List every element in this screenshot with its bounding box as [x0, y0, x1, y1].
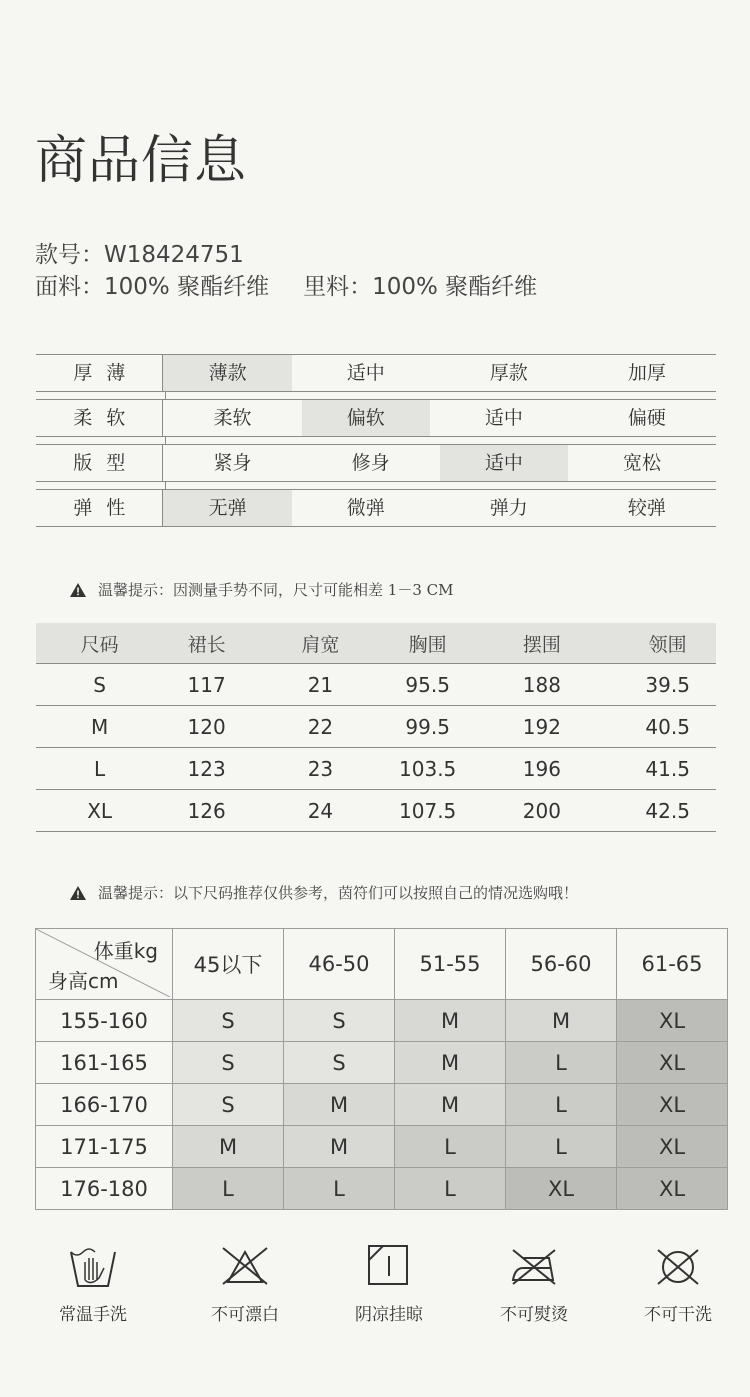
tip-text: 温馨提示：以下尺码推荐仅供参考，茵符们可以按照自己的情况选购哦！	[98, 884, 579, 902]
size-cell: L	[506, 1126, 617, 1168]
height-axis-label: 身高cm	[48, 969, 119, 993]
table-cell: L	[36, 748, 163, 790]
table-cell: 126	[163, 790, 250, 832]
size-cell: XL	[617, 1084, 728, 1126]
no-iron-icon	[509, 1240, 559, 1290]
column-header: 裙长	[163, 623, 250, 664]
lining-text: 里料：100% 聚酯纤维	[303, 274, 538, 300]
table-row	[36, 1084, 728, 1126]
size-recommendation-tip	[70, 882, 578, 903]
height-header: 155-160	[36, 1000, 173, 1042]
care-item-no-dry-clean	[623, 1240, 733, 1325]
size-cell: M	[173, 1126, 284, 1168]
table-cell: 95.5	[391, 664, 465, 706]
attr-row-fit	[36, 444, 716, 482]
table-cell: XL	[36, 790, 163, 832]
size-cell: S	[284, 1042, 395, 1084]
size-cell: S	[173, 1084, 284, 1126]
attr-option: 适中	[484, 407, 523, 429]
size-cell: S	[284, 1000, 395, 1042]
rec-header-row	[36, 929, 728, 1000]
attr-label: 弹性	[36, 490, 163, 526]
size-cell: XL	[617, 1168, 728, 1210]
table-row	[36, 790, 716, 832]
size-cell: M	[395, 1042, 506, 1084]
table-cell: 117	[163, 664, 250, 706]
table-cell: 21	[250, 664, 391, 706]
corner-cell	[36, 929, 173, 1000]
attr-row-thickness	[36, 354, 716, 392]
warning-icon	[70, 886, 86, 900]
height-header: 171-175	[36, 1126, 173, 1168]
care-item-shade-dry	[334, 1240, 444, 1325]
size-cell: L	[506, 1084, 617, 1126]
attr-option: 修身	[351, 452, 390, 474]
attr-option: 柔软	[213, 407, 252, 429]
size-cell: M	[284, 1084, 395, 1126]
height-header: 176-180	[36, 1168, 173, 1210]
table-cell: 120	[163, 706, 250, 748]
table-cell: 192	[464, 706, 619, 748]
table-row	[36, 1042, 728, 1084]
hand-wash-icon	[68, 1240, 118, 1290]
attr-option: 微弹	[346, 497, 385, 519]
table-row	[36, 748, 716, 790]
attr-label: 厚薄	[36, 355, 163, 391]
tip-text: 温馨提示：因测量手势不同，尺寸可能相差 1－3 CM	[98, 581, 454, 599]
table-cell: M	[36, 706, 163, 748]
column-header: 摆围	[464, 623, 619, 664]
column-header: 尺码	[36, 623, 163, 664]
table-row	[36, 1168, 728, 1210]
table-cell: 42.5	[619, 790, 716, 832]
size-cell: L	[506, 1042, 617, 1084]
size-cell: L	[395, 1126, 506, 1168]
attr-row-softness	[36, 399, 716, 437]
attr-option: 适中	[346, 362, 385, 384]
table-cell: 23	[250, 748, 391, 790]
care-label: 不可干洗	[644, 1305, 712, 1325]
attr-option: 无弹	[163, 490, 291, 526]
table-cell: 188	[464, 664, 619, 706]
attribute-table	[36, 354, 716, 534]
material-info	[35, 268, 537, 301]
care-label: 常温手洗	[59, 1305, 127, 1325]
table-cell: 107.5	[391, 790, 465, 832]
table-cell: 200	[464, 790, 619, 832]
size-cell: XL	[617, 1000, 728, 1042]
attr-option: 弹力	[489, 497, 528, 519]
size-cell: XL	[617, 1042, 728, 1084]
table-cell: 103.5	[391, 748, 465, 790]
shade-dry-icon	[364, 1240, 414, 1290]
weight-header: 46-50	[284, 929, 395, 1000]
weight-header: 45以下	[173, 929, 284, 1000]
care-item-hand-wash	[38, 1240, 148, 1325]
no-bleach-icon	[220, 1240, 270, 1290]
size-recommendation-table	[35, 928, 728, 1210]
attr-option: 紧身	[213, 452, 252, 474]
size-cell: M	[395, 1084, 506, 1126]
height-header: 161-165	[36, 1042, 173, 1084]
attr-option: 宽松	[622, 452, 661, 474]
table-cell: 41.5	[619, 748, 716, 790]
size-cell: S	[173, 1000, 284, 1042]
size-cell: L	[395, 1168, 506, 1210]
table-cell: 39.5	[619, 664, 716, 706]
size-table	[36, 623, 716, 832]
attr-option: 偏硬	[627, 407, 666, 429]
weight-header: 51-55	[395, 929, 506, 1000]
care-item-no-bleach	[190, 1240, 300, 1325]
care-label: 不可熨烫	[500, 1305, 568, 1325]
measurement-tip	[70, 579, 453, 600]
warning-icon	[70, 583, 86, 597]
size-cell: M	[284, 1126, 395, 1168]
care-label: 阴凉挂晾	[355, 1305, 423, 1325]
attr-option: 厚款	[489, 362, 528, 384]
size-cell: L	[284, 1168, 395, 1210]
size-cell: M	[506, 1000, 617, 1042]
table-cell: 22	[250, 706, 391, 748]
weight-header: 61-65	[617, 929, 728, 1000]
size-cell: XL	[506, 1168, 617, 1210]
size-cell: S	[173, 1042, 284, 1084]
weight-header: 56-60	[506, 929, 617, 1000]
column-header: 肩宽	[250, 623, 391, 664]
table-cell: 196	[464, 748, 619, 790]
attr-row-elasticity	[36, 489, 716, 527]
size-cell: M	[395, 1000, 506, 1042]
table-cell: S	[36, 664, 163, 706]
weight-axis-label: 体重kg	[93, 939, 158, 963]
size-cell: XL	[617, 1126, 728, 1168]
style-number: 款号：W18424751	[35, 242, 244, 268]
column-header: 胸围	[391, 623, 465, 664]
attr-option: 适中	[440, 445, 568, 481]
column-header: 领围	[619, 623, 716, 664]
attr-label: 柔软	[36, 400, 163, 436]
size-table-header	[36, 623, 716, 664]
table-cell: 24	[250, 790, 391, 832]
table-cell: 40.5	[619, 706, 716, 748]
attr-label: 版型	[36, 445, 163, 481]
attr-option: 偏软	[302, 400, 430, 436]
table-cell: 99.5	[391, 706, 465, 748]
table-cell: 123	[163, 748, 250, 790]
attr-option: 加厚	[627, 362, 666, 384]
size-cell: L	[173, 1168, 284, 1210]
care-label: 不可漂白	[211, 1305, 279, 1325]
no-dry-clean-icon	[653, 1240, 703, 1290]
attr-option: 较弹	[627, 497, 666, 519]
care-item-no-iron	[479, 1240, 589, 1325]
attr-option: 薄款	[163, 355, 291, 391]
table-row	[36, 1126, 728, 1168]
page-title: 商品信息	[35, 131, 248, 191]
table-row	[36, 664, 716, 706]
table-row	[36, 706, 716, 748]
table-row	[36, 1000, 728, 1042]
fabric-text: 面料：100% 聚酯纤维	[35, 274, 270, 300]
height-header: 166-170	[36, 1084, 173, 1126]
